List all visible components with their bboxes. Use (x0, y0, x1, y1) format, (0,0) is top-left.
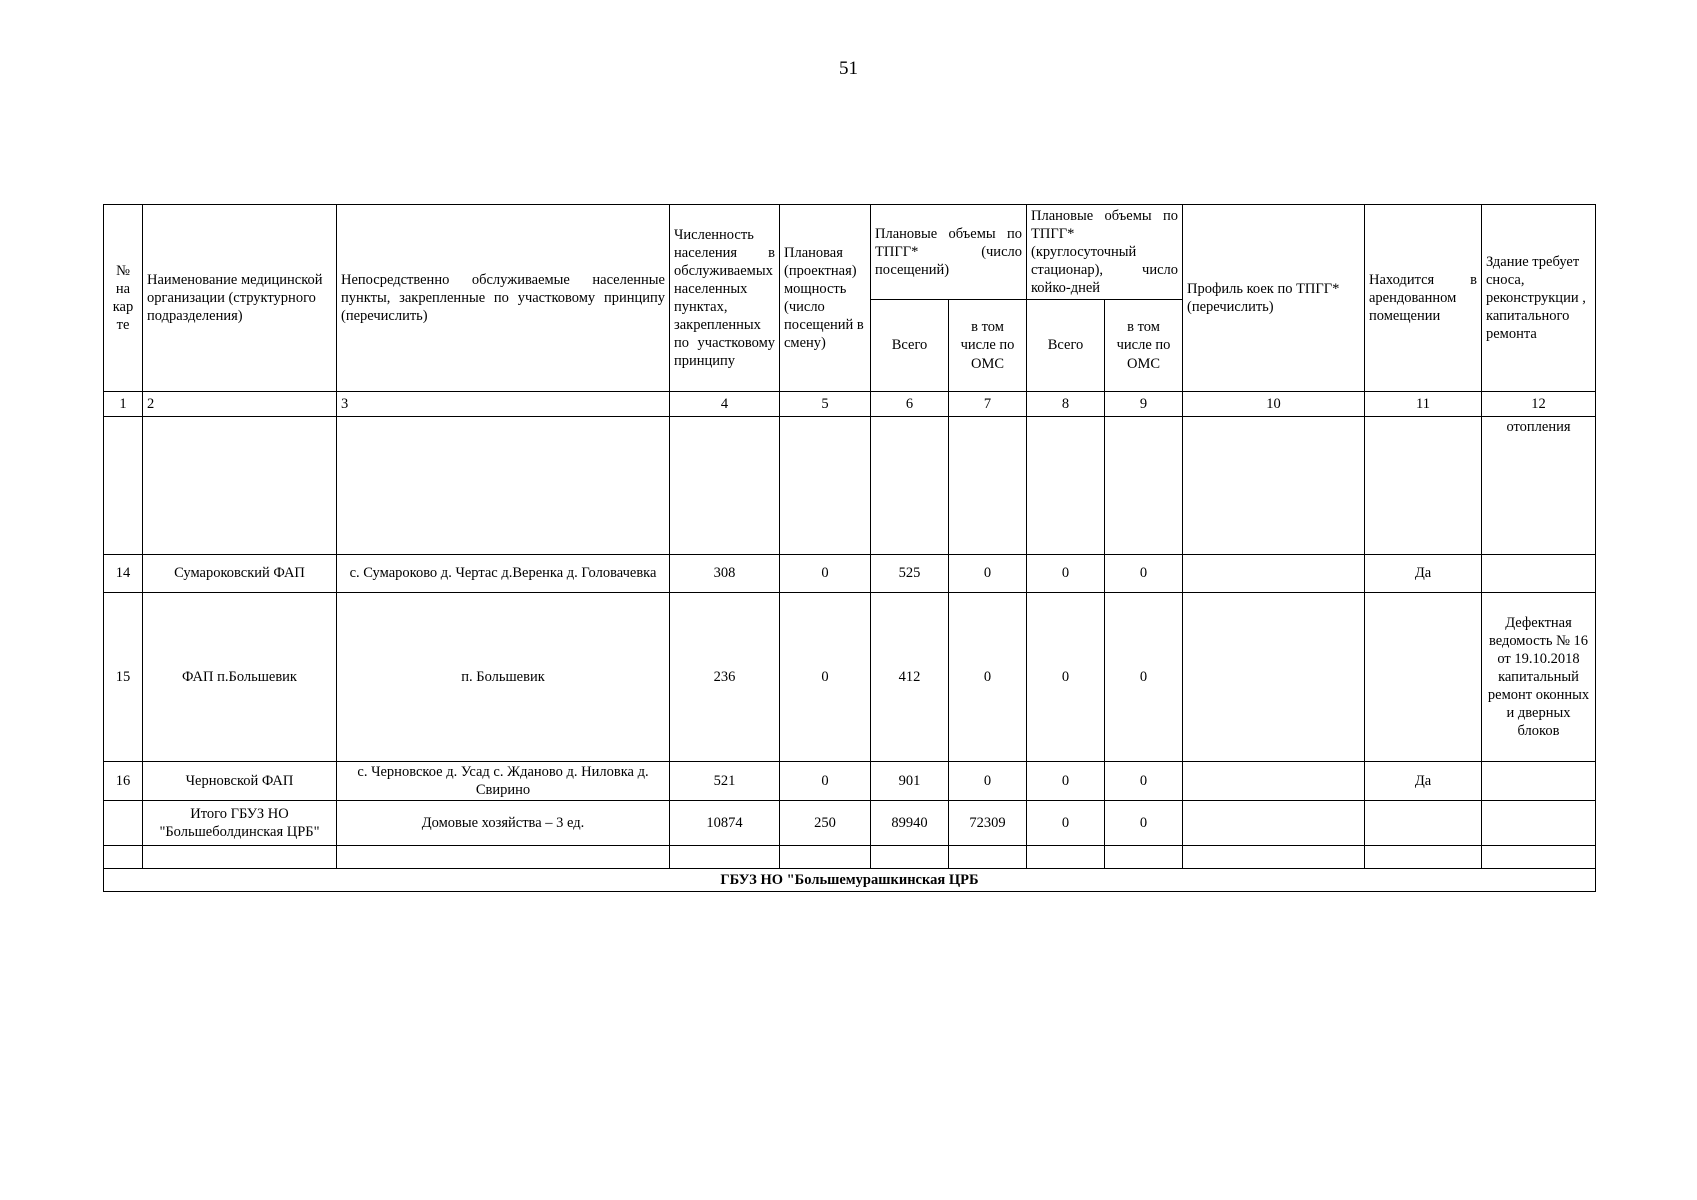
rented: Да (1365, 555, 1482, 593)
beds-oms: 0 (1105, 555, 1183, 593)
total-capacity: 250 (780, 801, 871, 846)
total-row (104, 801, 1596, 846)
total-points: Домовые хозяйства – 3 ед. (337, 801, 670, 846)
total-visits-oms: 72309 (949, 801, 1027, 846)
page-number: 51 (839, 58, 858, 79)
header-col-rented: Находится в арендованном помещении (1365, 205, 1482, 392)
column-number: 12 (1482, 392, 1596, 417)
visits-oms: 0 (949, 593, 1027, 762)
header-col-name: Наименование медицинской организации (структурного подразделения) (143, 205, 337, 392)
column-numbers-row (104, 392, 1596, 417)
column-number: 3 (337, 392, 670, 417)
column-number: 9 (1105, 392, 1183, 417)
capacity: 0 (780, 762, 871, 801)
header-col-beds: Плановые объемы по ТПГГ* (круглосуточный стационар), число койко-дней (1027, 205, 1183, 300)
facility-name: Черновской ФАП (143, 762, 337, 801)
header-col-profile: Профиль коек по ТПГГ* (перечислить) (1183, 205, 1365, 392)
bed-profile (1183, 593, 1365, 762)
total-beds-total: 0 (1027, 801, 1105, 846)
total-population: 10874 (670, 801, 780, 846)
column-number: 11 (1365, 392, 1482, 417)
header-beds-total: Всего (1027, 300, 1105, 392)
header-col-population: Численность населения в обслуживаемых населенных пунктах, закрепленных по участковому принципу (670, 205, 780, 392)
repair-continuation: отопления (1482, 417, 1596, 555)
visits-oms: 0 (949, 555, 1027, 593)
capacity: 0 (780, 593, 871, 762)
served-points: с. Сумароково д. Чертас д.Веренка д. Головачевка (337, 555, 670, 593)
population: 236 (670, 593, 780, 762)
beds-total: 0 (1027, 593, 1105, 762)
row-number: 16 (104, 762, 143, 801)
visits-oms: 0 (949, 762, 1027, 801)
table-row (104, 762, 1596, 801)
empty-row (104, 846, 1596, 869)
visits-total: 901 (871, 762, 949, 801)
beds-oms: 0 (1105, 593, 1183, 762)
facilities-table (103, 204, 1596, 892)
repair-status (1482, 762, 1596, 801)
beds-oms: 0 (1105, 762, 1183, 801)
served-points: с. Черновское д. Усад с. Жданово д. Ниловка д. Свирино (337, 762, 670, 801)
column-number: 1 (104, 392, 143, 417)
beds-total: 0 (1027, 555, 1105, 593)
bed-profile (1183, 762, 1365, 801)
header-col-points: Непосредственно обслуживаемые населенные пункты, закрепленные по участковому принципу (перечислить) (337, 205, 670, 392)
table-row (104, 555, 1596, 593)
served-points: п. Большевик (337, 593, 670, 762)
beds-total: 0 (1027, 762, 1105, 801)
capacity: 0 (780, 555, 871, 593)
facility-name: Сумароковский ФАП (143, 555, 337, 593)
section-title: ГБУЗ НО "Большемурашкинская ЦРБ (104, 869, 1596, 892)
column-number: 10 (1183, 392, 1365, 417)
population: 308 (670, 555, 780, 593)
visits-total: 412 (871, 593, 949, 762)
row-number: 15 (104, 593, 143, 762)
rented: Да (1365, 762, 1482, 801)
column-number: 6 (871, 392, 949, 417)
repair-status: Дефектная ведомость № 16 от 19.10.2018 капитальный ремонт оконных и дверных блоков (1482, 593, 1596, 762)
section-row (104, 869, 1596, 892)
repair-status (1482, 555, 1596, 593)
header-col-capacity: Плановая (проектная) мощность (число посещений в смену) (780, 205, 871, 392)
column-number: 7 (949, 392, 1027, 417)
header-visits-oms: в том числе по ОМС (949, 300, 1027, 392)
column-number: 2 (143, 392, 337, 417)
column-number: 8 (1027, 392, 1105, 417)
header-beds-oms: в том числе по ОМС (1105, 300, 1183, 392)
continuation-row (104, 417, 1596, 555)
header-col-number: № на кар те (104, 205, 143, 392)
table-row (104, 593, 1596, 762)
header-visits-total: Всего (871, 300, 949, 392)
column-number: 5 (780, 392, 871, 417)
rented (1365, 593, 1482, 762)
total-name: Итого ГБУЗ НО "Большеболдинская ЦРБ" (143, 801, 337, 846)
column-number: 4 (670, 392, 780, 417)
total-visits-total: 89940 (871, 801, 949, 846)
header-col-repair: Здание требует сноса, реконструкции , капитального ремонта (1482, 205, 1596, 392)
population: 521 (670, 762, 780, 801)
visits-total: 525 (871, 555, 949, 593)
row-number: 14 (104, 555, 143, 593)
facility-name: ФАП п.Большевик (143, 593, 337, 762)
total-beds-oms: 0 (1105, 801, 1183, 846)
header-col-visits: Плановые объемы по ТПГГ* (число посещений) (871, 205, 1027, 300)
bed-profile (1183, 555, 1365, 593)
